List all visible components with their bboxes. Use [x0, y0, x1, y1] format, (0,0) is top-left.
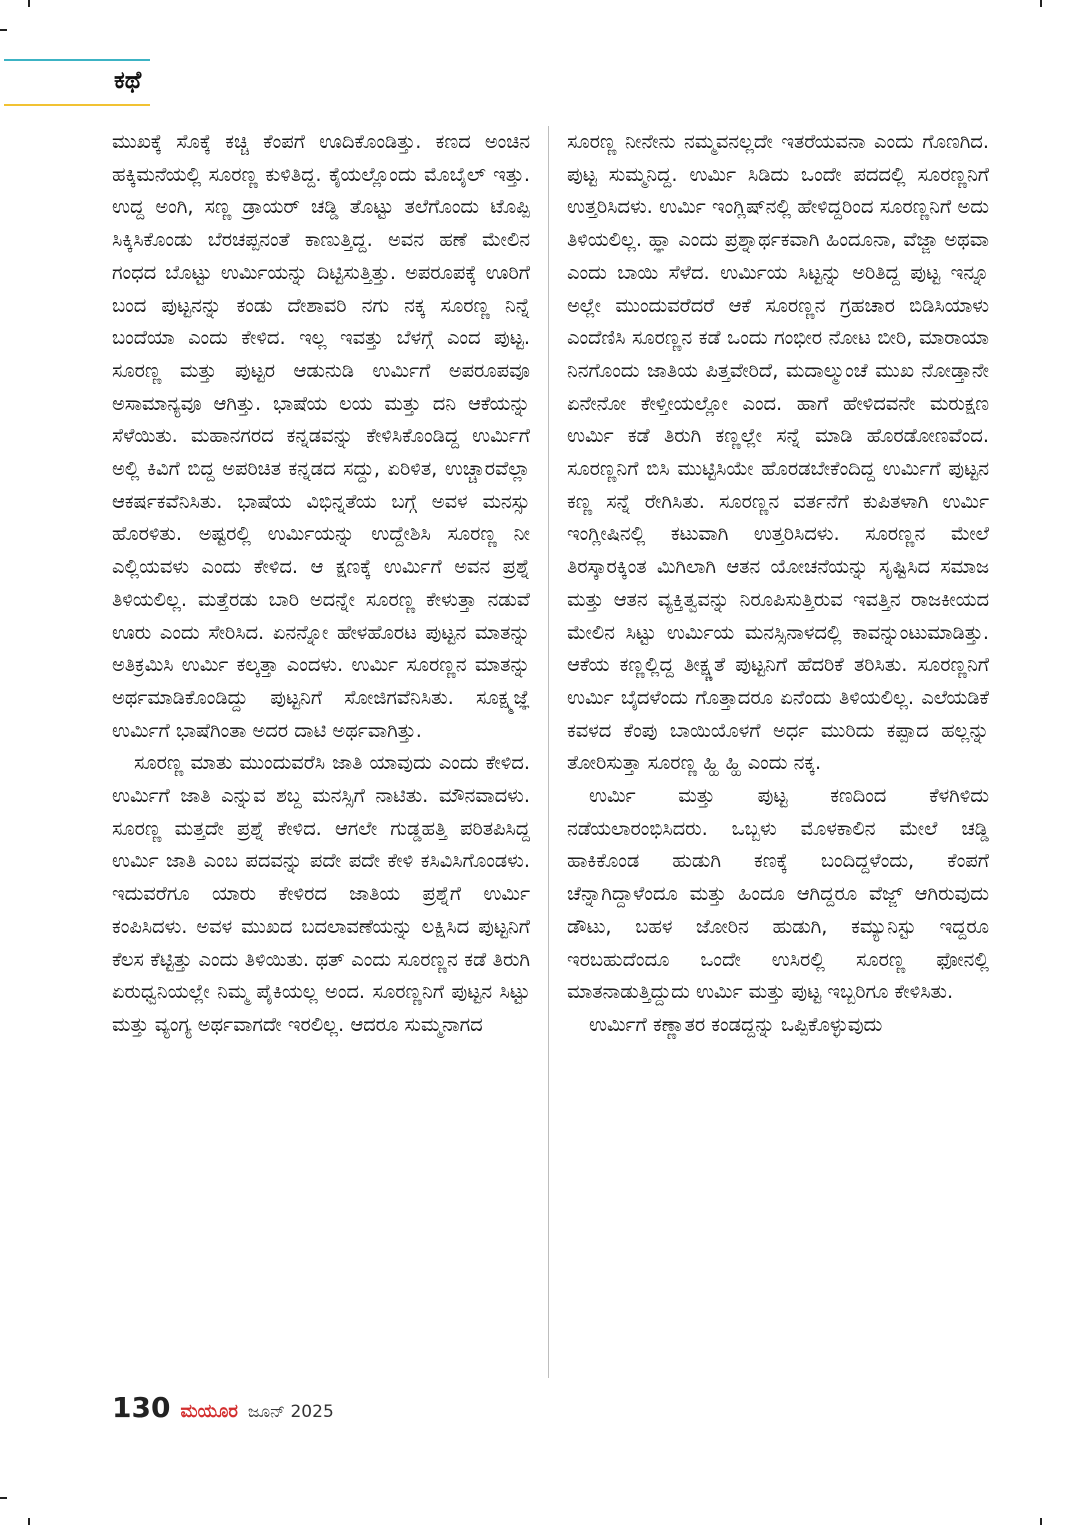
- magazine-logo: ಮಯೂರ: [180, 1401, 238, 1422]
- page-number: 130: [112, 1391, 171, 1424]
- page-footer: [112, 1391, 334, 1427]
- column-divider: [548, 126, 549, 1378]
- crop-mark-bottom-left: [28, 1518, 30, 1525]
- text-column-left: [112, 126, 530, 1381]
- header-rule-bottom: [4, 104, 150, 106]
- header-rule-top: [4, 59, 150, 61]
- paragraph: ಉರ್ಮಿಗೆ ಕಣ್ಣಾತರ ಕಂಡದ್ದನ್ನು ಒಪ್ಪಿಕೊಳ್ಳುವುದು: [589, 1012, 883, 1036]
- crop-mark-top-left: [28, 0, 30, 7]
- paragraph: ಸೂರಣ್ಣ ಮಾತು ಮುಂದುವರೆಸಿ ಜಾತಿ ಯಾವುದು ಎಂದು ಕೇಳಿದ. ಉರ್ಮಿಗೆ ಜಾತಿ ಎನ್ನುವ ಶಬ್ದ ಮನಸ್ಸಿಗೆ ನಾಟಿತು. ಮೌನವಾದಳು. ಸೂರಣ್ಣ ಮತ್ತದೇ ಪ್ರಶ್ನೆ ಕೇಳಿದ. ಆಗಲೇ ಗುಡ್ಡಹತ್ತಿ ಪರಿತಪಿಸಿದ್ದ ಉರ್ಮಿ ಜಾತಿ ಎಂಬ ಪದವನ್ನು ಪದೇ ಪದೇ ಕೇಳಿ ಕಸಿವಿಸಿಗೊಂಡಳು. ಇದುವರೆಗೂ ಯಾರು ಕೇಳಿರದ ಜಾತಿಯ ಪ್ರಶ್ನೆಗೆ ಉರ್ಮಿ ಕಂಪಿಸಿದಳು. ಅವಳ ಮುಖದ ಬದಲಾವಣೆಯನ್ನು ಲಕ್ಷಿಸಿದ ಪುಟ್ಟನಿಗೆ ಕೆಲಸ ಕೆಟ್ಟಿತ್ತು ಎಂದು ತಿಳಿಯಿತು. ಥತ್ ಎಂದು ಸೂರಣ್ಣನ ಕಡೆ ತಿರುಗಿ ಏರುಧ್ವನಿಯಲ್ಲೇ ನಿಮ್ಮ ಪೈಕಿಯಲ್ಲ ಅಂದ. ಸೂರಣ್ಣನಿಗೆ ಪುಟ್ಟನ ಸಿಟ್ಟು ಮತ್ತು ವ್ಯಂಗ್ಯ ಅರ್ಥವಾಗದೇ ಇರಲಿಲ್ಲ. ಆದರೂ ಸುಮ್ಮನಾಗದ: [112, 751, 530, 1036]
- paragraph: ಸೂರಣ್ಣ ನೀನೇನು ನಮ್ಮವನಲ್ಲದೇ ಇತರೆಯವನಾ ಎಂದು ಗೊಣಗಿದ. ಪುಟ್ಟ ಸುಮ್ಮನಿದ್ದ. ಉರ್ಮಿ ಸಿಡಿದು ಒಂದೇ ಪದದಲ್ಲಿ ಸೂರಣ್ಣನಿಗೆ ಉತ್ತರಿಸಿದಳು. ಉರ್ಮಿ ಇಂಗ್ಲಿಷ್‌ನಲ್ಲಿ ಹೇಳಿದ್ದರಿಂದ ಸೂರಣ್ಣನಿಗೆ ಅದು ತಿಳಿಯಲಿಲ್ಲ. ಹ್ಞಾ ಎಂದು ಪ್ರಶ್ನಾರ್ಥಕವಾಗಿ ಹಿಂದೂನಾ, ವೆಜ್ಜಾ ಅಥವಾ ಎಂದು ಬಾಯಿ ಸೆಳೆದ. ಉರ್ಮಿಯ ಸಿಟ್ಟನ್ನು ಅರಿತಿದ್ದ ಪುಟ್ಟ ಇನ್ನೂ ಅಲ್ಲೇ ಮುಂದುವರೆದರೆ ಆಕೆ ಸೂರಣ್ಣನ ಗ್ರಹಚಾರ ಬಿಡಿಸಿಯಾಳು ಎಂದೆಣಿಸಿ ಸೂರಣ್ಣನ ಕಡೆ ಒಂದು ಗಂಭೀರ ನೋಟ ಬೀರಿ, ಮಾರಾಯಾ ನಿನಗೊಂದು ಜಾತಿಯ ಪಿತ್ತವೇರಿದೆ, ಮದಾಲ್ಮುಂಚೆ ಮುಖ ನೋಡ್ತಾನೇ ಏನೇನೋ ಕೇಳ್ತೀಯಲ್ಲೋ ಎಂದ. ಹಾಗೆ ಹೇಳಿದವನೇ ಮರುಕ್ಷಣ ಉರ್ಮಿ ಕಡೆ ತಿರುಗಿ ಕಣ್ಣಲ್ಲೇ ಸನ್ನೆ ಮಾಡಿ ಹೊರಡೋಣವೆಂದ. ಸೂರಣ್ಣನಿಗೆ ಬಿಸಿ ಮುಟ್ಟಿಸಿಯೇ ಹೊರಡಬೇಕೆಂದಿದ್ದ ಉರ್ಮಿಗೆ ಪುಟ್ಟನ ಕಣ್ಣ ಸನ್ನೆ ರೇಗಿಸಿತು. ಸೂರಣ್ಣನ ವರ್ತನೆಗೆ ಕುಪಿತಳಾಗಿ ಉರ್ಮಿ ಇಂಗ್ಲೀಷಿನಲ್ಲಿ ಕಟುವಾಗಿ ಉತ್ತರಿಸಿದಳು. ಸೂರಣ್ಣನ ಮೇಲೆ ತಿರಸ್ಕಾರಕ್ಕಿಂತ ಮಿಗಿಲಾಗಿ ಆತನ ಯೋಚನೆಯನ್ನು ಸೃಷ್ಟಿಸಿದ ಸಮಾಜ ಮತ್ತು ಆತನ ವ್ಯಕ್ತಿತ್ವವನ್ನು ನಿರೂಪಿಸುತ್ತಿರುವ ಇವತ್ತಿನ ರಾಜಕೀಯದ ಮೇಲಿನ ಸಿಟ್ಟು ಉರ್ಮಿಯ ಮನಸ್ಸಿನಾಳದಲ್ಲಿ ಕಾವನ್ನುಂಟುಮಾಡಿತ್ತು. ಆಕೆಯ ಕಣ್ಣಲ್ಲಿದ್ದ ತೀಕ್ಷ್ಣತೆ ಪುಟ್ಟನಿಗೆ ಹೆದರಿಕೆ ತರಿಸಿತು. ಸೂರಣ್ಣನಿಗೆ ಉರ್ಮಿ ಬೈದಳೆಂದು ಗೊತ್ತಾದರೂ ಏನೆಂದು ತಿಳಿಯಲಿಲ್ಲ. ಎಲೆಯಡಿಕೆ ಕವಳದ ಕೆಂಪು ಬಾಯಿಯೊಳಗೆ ಅರ್ಧ ಮುರಿದು ಕಪ್ಪಾದ ಹಲ್ಲನ್ನು ತೋರಿಸುತ್ತಾ ಸೂರಣ್ಣ ಹ್ಹಿ ಹ್ಹಿ ಎಂದು ನಕ್ಕ.: [567, 130, 989, 775]
- section-label: ಕಥೆ: [114, 66, 142, 94]
- crop-mark-bottom-right: [1040, 1518, 1042, 1525]
- crop-mark-left-lower: [0, 1497, 7, 1499]
- text-column-right: [567, 126, 989, 1381]
- crop-mark-top-right: [1040, 0, 1042, 7]
- issue-date: ಜೂನ್ 2025: [247, 1402, 334, 1422]
- crop-mark-left-upper: [0, 29, 7, 31]
- paragraph: ಮುಖಕ್ಕೆ ಸೊಕ್ಕೆ ಕಚ್ಚಿ ಕೆಂಪಗೆ ಊದಿಕೊಂಡಿತ್ತು. ಕಣದ ಅಂಚಿನ ಹಕ್ಕಿಮನೆಯಲ್ಲಿ ಸೂರಣ್ಣ ಕುಳಿತಿದ್ದ. ಕೈಯಲ್ಲೊಂದು ಮೊಬೈಲ್ ಇತ್ತು. ಉದ್ದ ಅಂಗಿ, ಸಣ್ಣ ಡ್ರಾಯರ್ ಚಡ್ಡಿ ತೊಟ್ಟು ತಲೆಗೊಂದು ಟೊಪ್ಪಿ ಸಿಕ್ಕಿಸಿಕೊಂಡು ಬೆರಚಪ್ಪನಂತೆ ಕಾಣುತ್ತಿದ್ದ. ಅವನ ಹಣೆ ಮೇಲಿನ ಗಂಧದ ಬೊಟ್ಟು ಉರ್ಮಿಯನ್ನು ದಿಟ್ಟಿಸುತ್ತಿತ್ತು. ಅಪರೂಪಕ್ಕೆ ಊರಿಗೆ ಬಂದ ಪುಟ್ಟನನ್ನು ಕಂಡು ದೇಶಾವರಿ ನಗು ನಕ್ಕ ಸೂರಣ್ಣ ನಿನ್ನೆ ಬಂದೆಯಾ ಎಂದು ಕೇಳಿದ. ಇಲ್ಲ ಇವತ್ತು ಬೆಳಗ್ಗೆ ಎಂದ ಪುಟ್ಟ. ಸೂರಣ್ಣ ಮತ್ತು ಪುಟ್ಟರ ಆಡುನುಡಿ ಉರ್ಮಿಗೆ ಅಪರೂಪವೂ ಅಸಾಮಾನ್ಯವೂ ಆಗಿತ್ತು. ಭಾಷೆಯ ಲಯ ಮತ್ತು ದನಿ ಆಕೆಯನ್ನು ಸೆಳೆಯಿತು. ಮಹಾನಗರದ ಕನ್ನಡವನ್ನು ಕೇಳಿಸಿಕೊಂಡಿದ್ದ ಉರ್ಮಿಗೆ ಅಲ್ಲಿ ಕಿವಿಗೆ ಬಿದ್ದ ಅಪರಿಚಿತ ಕನ್ನಡದ ಸದ್ದು, ಏರಿಳಿತ, ಉಚ್ಚಾರವೆಲ್ಲಾ ಆಕರ್ಷಕವೆನಿಸಿತು. ಭಾಷೆಯ ವಿಭಿನ್ನತೆಯ ಬಗ್ಗೆ ಅವಳ ಮನಸ್ಸು ಹೊರಳಿತು. ಅಷ್ಟರಲ್ಲಿ ಉರ್ಮಿಯನ್ನು ಉದ್ದೇಶಿಸಿ ಸೂರಣ್ಣ ನೀ ಎಲ್ಲಿಯವಳು ಎಂದು ಕೇಳಿದ. ಆ ಕ್ಷಣಕ್ಕೆ ಉರ್ಮಿಗೆ ಅವನ ಪ್ರಶ್ನೆ ತಿಳಿಯಲಿಲ್ಲ. ಮತ್ತೆರಡು ಬಾರಿ ಅದನ್ನೇ ಸೂರಣ್ಣ ಕೇಳುತ್ತಾ ನಡುವೆ ಊರು ಎಂದು ಸೇರಿಸಿದ. ಏನನ್ನೋ ಹೇಳಹೊರಟ ಪುಟ್ಟನ ಮಾತನ್ನು ಅತಿಕ್ರಮಿಸಿ ಉರ್ಮಿ ಕಲ್ಕತ್ತಾ ಎಂದಳು. ಉರ್ಮಿ ಸೂರಣ್ಣನ ಮಾತನ್ನು ಅರ್ಥಮಾಡಿಕೊಂಡಿದ್ದು ಪುಟ್ಟನಿಗೆ ಸೋಜಿಗವೆನಿಸಿತು. ಸೂಕ್ಷ್ಮಜ್ಞೆ ಉರ್ಮಿಗೆ ಭಾಷೆಗಿಂತಾ ಅದರ ದಾಟಿ ಅರ್ಥವಾಗಿತ್ತು.: [112, 130, 530, 742]
- paragraph: ಉರ್ಮಿ ಮತ್ತು ಪುಟ್ಟ ಕಣದಿಂದ ಕೆಳಗಿಳಿದು ನಡೆಯಲಾರಂಭಿಸಿದರು. ಒಬ್ಬಳು ಮೊಳಕಾಲಿನ ಮೇಲೆ ಚಡ್ಡಿ ಹಾಕಿಕೊಂಡ ಹುಡುಗಿ ಕಣಕ್ಕೆ ಬಂದಿದ್ದಳೆಂದು, ಕೆಂಪಗೆ ಚೆನ್ನಾಗಿದ್ದಾಳೆಂದೂ ಮತ್ತು ಹಿಂದೂ ಆಗಿದ್ದರೂ ವೆಜ್ಜ್ ಆಗಿರುವುದು ಡೌಟು, ಬಹಳ ಜೋರಿನ ಹುಡುಗಿ, ಕಮ್ಯುನಿಸ್ಟು ಇದ್ದರೂ ಇರಬಹುದೆಂದೂ ಒಂದೇ ಉಸಿರಲ್ಲಿ ಸೂರಣ್ಣ ಫೋನಲ್ಲಿ ಮಾತನಾಡುತ್ತಿದ್ದುದು ಉರ್ಮಿ ಮತ್ತು ಪುಟ್ಟ ಇಬ್ಬರಿಗೂ ಕೇಳಿಸಿತು.: [567, 784, 989, 1004]
